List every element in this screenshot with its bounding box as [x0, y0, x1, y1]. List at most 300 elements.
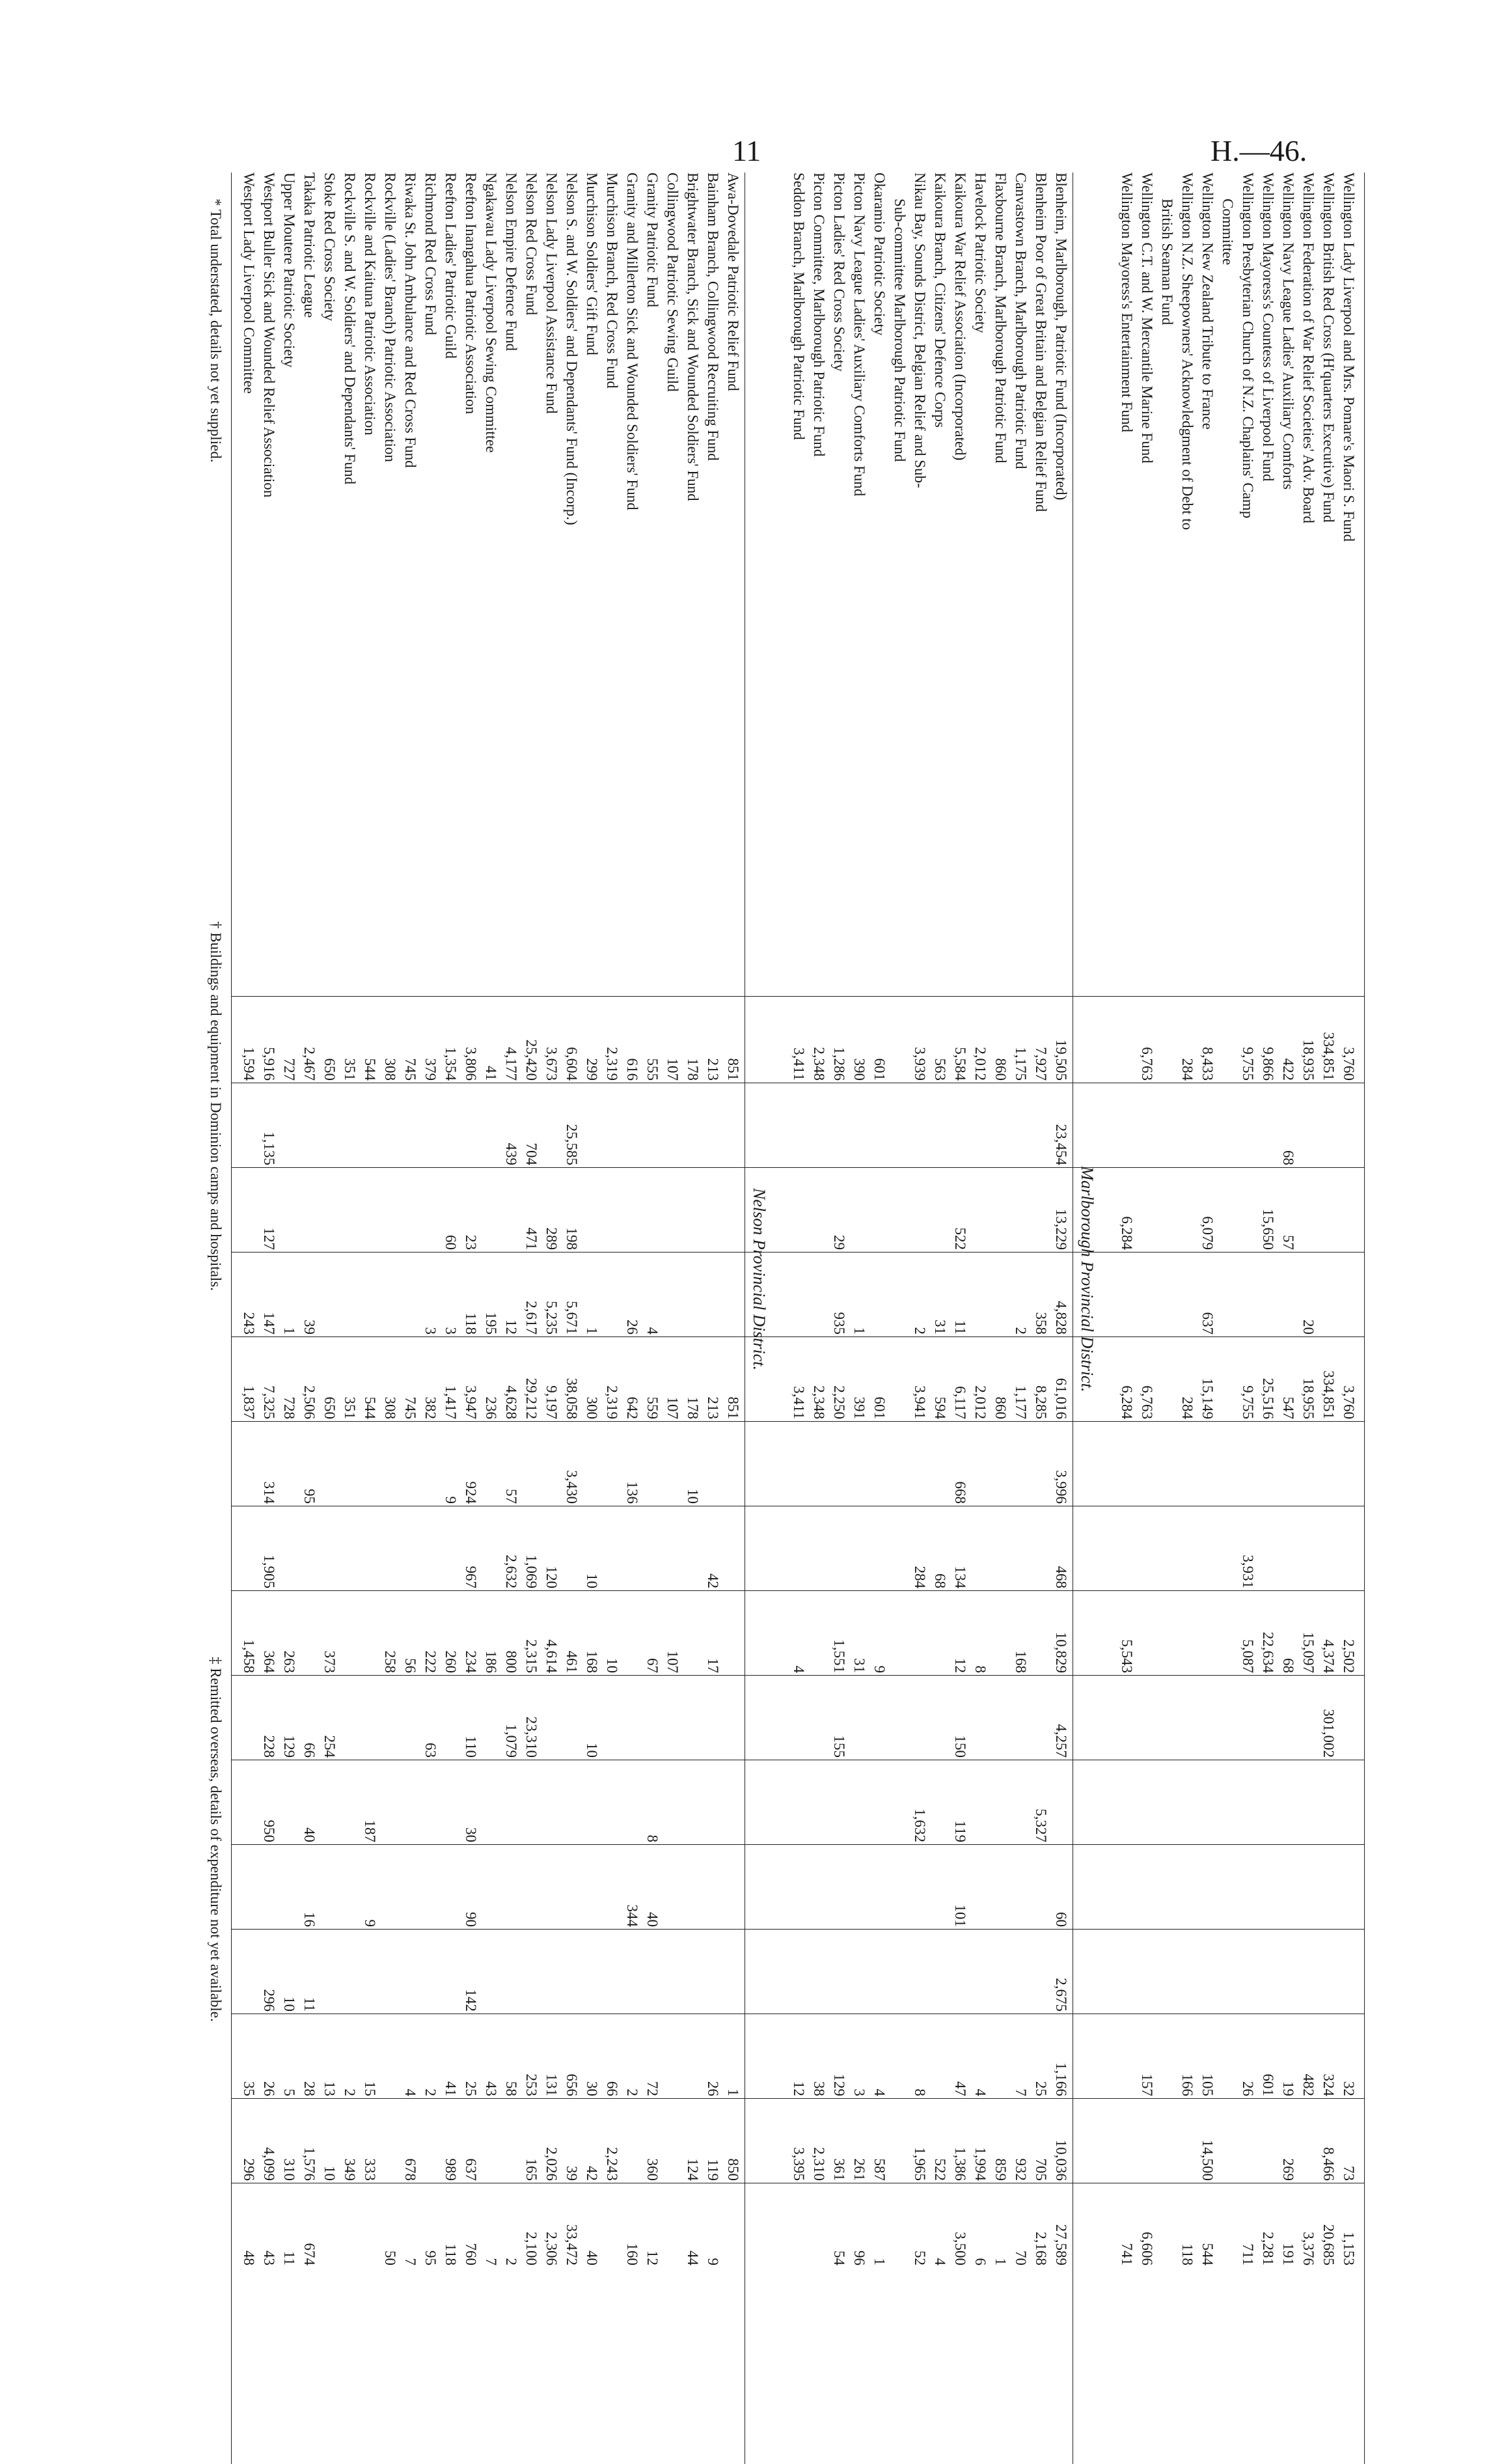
table-row: [341, 173, 358, 2464]
value-cell: [341, 1930, 358, 2012]
value-cell: [563, 1930, 580, 2012]
value-cell: [664, 2099, 681, 2181]
table-row: [1320, 173, 1337, 2464]
value-cell: [830, 1422, 847, 1504]
value-cell: 544: [1199, 2243, 1216, 2265]
value-cell: [891, 2184, 908, 2265]
value-cell: 7,927: [1033, 1047, 1049, 1081]
fund-name: Nikau Bay, Sounds District, Belgian Relief and Sub-: [912, 173, 928, 488]
value-cell: [623, 1084, 640, 1165]
value-cell: [422, 1761, 439, 1842]
value-cell: [790, 1507, 807, 1588]
value-cell: 7: [402, 2258, 418, 2265]
value-cell: [482, 1761, 499, 1842]
table-bottom-rule: [231, 173, 232, 2464]
fund-name: Granity and Millerton Sick and Wounded Soldiers' Fund: [624, 173, 640, 510]
value-cell: 12: [791, 2081, 807, 2096]
table-row: [891, 173, 908, 2464]
value-cell: [704, 1422, 721, 1504]
value-cell: [341, 1676, 358, 1758]
value-cell: [623, 1507, 640, 1588]
value-cell: [1199, 1761, 1216, 1842]
value-cell: 42: [584, 2166, 600, 2181]
value-cell: [810, 1253, 827, 1335]
value-cell: 107: [664, 1650, 681, 1673]
value-cell: [911, 1930, 928, 2012]
value-cell: [891, 1846, 908, 1927]
value-cell: [1300, 1676, 1317, 1758]
value-cell: 296: [261, 1989, 277, 2012]
value-cell: [361, 1422, 378, 1504]
value-cell: 213: [705, 1058, 721, 1081]
value-cell: [1012, 1846, 1029, 1927]
value-cell: [402, 1846, 418, 1927]
value-cell: [1032, 1846, 1049, 1927]
value-cell: [871, 1930, 888, 2012]
value-cell: [1032, 1930, 1049, 2012]
table-row: [523, 173, 540, 2464]
value-cell: 2: [342, 2088, 358, 2096]
value-cell: [1199, 1422, 1216, 1504]
value-cell: [543, 1676, 560, 1758]
value-cell: 60: [443, 1235, 459, 1250]
value-cell: [724, 1761, 741, 1842]
value-cell: [1340, 1846, 1357, 1927]
value-cell: [402, 1761, 418, 1842]
value-cell: [931, 1761, 948, 1842]
value-cell: 228: [261, 1735, 277, 1758]
value-cell: [321, 2184, 338, 2265]
value-cell: [1239, 1253, 1256, 1335]
value-cell: 360: [644, 2158, 661, 2181]
value-cell: 68: [1280, 1150, 1296, 1165]
value-cell: [603, 1846, 620, 1927]
value-cell: [1279, 1846, 1296, 1927]
section-title: Marlborough Provincial District.: [1078, 1166, 1097, 1392]
value-cell: [482, 1169, 499, 1250]
value-cell: [1320, 1169, 1337, 1250]
value-cell: [644, 1084, 661, 1165]
value-cell: 10: [281, 1997, 297, 2012]
value-cell: 1,079: [503, 1724, 519, 1758]
value-cell: [583, 1084, 600, 1165]
value-cell: [704, 1761, 721, 1842]
value-cell: 4: [972, 2088, 989, 2096]
fund-name: Wellington Lady Liverpool and Mrs. Pomare's Maori S. Fund: [1341, 173, 1357, 542]
fund-name: Nelson Lady Liverpool Assistance Fund: [543, 173, 560, 414]
fund-name: Riwaka St. John Ambulance and Red Cross Fund: [402, 173, 418, 468]
value-cell: 379: [422, 1058, 439, 1081]
value-cell: 727: [281, 1058, 297, 1081]
value-cell: 390: [851, 1058, 868, 1081]
value-cell: 9: [871, 1665, 888, 1673]
value-cell: [1219, 1507, 1236, 1588]
value-cell: 6,117: [952, 1386, 968, 1419]
fund-name: Committee: [1220, 199, 1236, 266]
value-cell: 56: [402, 1658, 418, 1673]
value-cell: 296: [241, 2158, 257, 2181]
value-cell: [1300, 1761, 1317, 1842]
table-row: [1259, 173, 1276, 2464]
table-row: [442, 173, 459, 2464]
value-cell: [911, 1592, 928, 1673]
value-cell: 191: [1280, 2243, 1296, 2265]
value-cell: 3: [422, 1327, 439, 1335]
value-cell: 25,516: [1260, 1377, 1276, 1419]
value-cell: [1179, 1169, 1196, 1250]
value-cell: [1320, 1846, 1337, 1927]
table-row: [623, 173, 640, 2464]
value-cell: [321, 1084, 338, 1165]
value-cell: 2,632: [503, 1555, 519, 1588]
value-cell: 587: [871, 2158, 888, 2181]
value-cell: [1158, 1338, 1175, 1419]
value-cell: 522: [952, 1227, 968, 1250]
value-cell: 2,310: [811, 2147, 827, 2181]
value-cell: 6: [972, 2258, 989, 2265]
value-cell: [972, 1422, 989, 1504]
value-cell: [664, 1507, 681, 1588]
value-cell: 10,036: [1053, 2139, 1069, 2181]
table-row: [1219, 173, 1236, 2464]
value-cell: 851: [725, 1058, 741, 1081]
value-cell: 4,614: [543, 1639, 560, 1673]
value-cell: [442, 1761, 459, 1842]
value-cell: [724, 1846, 741, 1927]
value-cell: 58: [503, 2081, 519, 2096]
value-cell: [1158, 2099, 1175, 2181]
value-cell: [1032, 1169, 1049, 1250]
value-cell: 243: [241, 1312, 257, 1335]
value-cell: [1179, 2099, 1196, 2181]
value-cell: [301, 1169, 318, 1250]
value-cell: 301,002: [1320, 1709, 1337, 1758]
value-cell: [992, 1507, 1009, 1588]
value-cell: [422, 1507, 439, 1588]
value-cell: 178: [685, 1058, 701, 1081]
value-cell: 3,996: [1053, 1470, 1069, 1504]
value-cell: [1300, 1422, 1317, 1504]
value-cell: 674: [301, 2243, 318, 2265]
value-cell: [1239, 1846, 1256, 1927]
value-cell: 1,965: [912, 2147, 928, 2181]
value-cell: 165: [523, 2158, 540, 2181]
table-row: [482, 173, 499, 2464]
value-cell: 29: [831, 1235, 847, 1250]
value-cell: [830, 1507, 847, 1588]
value-cell: [790, 1846, 807, 1927]
table-row: [543, 173, 560, 2464]
value-cell: 601: [871, 1396, 888, 1419]
value-cell: [1219, 1761, 1236, 1842]
value-cell: [361, 1930, 378, 2012]
value-cell: 253: [523, 2073, 540, 2096]
value-cell: 6,284: [1119, 1216, 1135, 1250]
value-cell: [992, 1846, 1009, 1927]
fund-name: Wellington Mayoress's Entertainment Fund: [1119, 173, 1135, 432]
value-cell: 18,955: [1300, 1377, 1317, 1419]
value-cell: [871, 1761, 888, 1842]
value-cell: [381, 2099, 398, 2181]
value-cell: [684, 1761, 701, 1842]
value-cell: [871, 1676, 888, 1758]
value-cell: 1,551: [831, 1639, 847, 1673]
value-cell: [1340, 1169, 1357, 1250]
value-cell: 2,250: [831, 1385, 847, 1419]
table-row: [931, 173, 948, 2464]
value-cell: [563, 1507, 580, 1588]
value-cell: [583, 1930, 600, 2012]
fund-name: Murchison Soldiers' Gift Fund: [584, 173, 600, 355]
fund-name: Picton Ladies' Red Cross Society: [831, 173, 847, 372]
value-cell: [341, 2184, 358, 2265]
value-cell: 6,079: [1199, 1216, 1216, 1250]
value-cell: 314: [261, 1481, 277, 1504]
value-cell: [911, 1846, 928, 1927]
value-cell: 25,420: [523, 1039, 540, 1081]
value-cell: [321, 1169, 338, 1250]
column-rule: [232, 1421, 1365, 1422]
value-cell: [1052, 1761, 1069, 1842]
value-cell: 471: [523, 1227, 540, 1250]
value-cell: 166: [1179, 2073, 1196, 2096]
value-cell: 38: [811, 2081, 827, 2096]
value-cell: [1340, 1507, 1357, 1588]
table-row: [321, 173, 338, 2464]
value-cell: 41: [483, 1066, 499, 1081]
value-cell: 9,755: [1240, 1385, 1256, 1419]
value-cell: [402, 1084, 418, 1165]
value-cell: 705: [1033, 2158, 1049, 2181]
footnote: * Total understated, details not yet supplied.: [208, 199, 224, 463]
fund-name: Havelock Patriotic Society: [972, 173, 989, 333]
value-cell: [341, 1169, 358, 1250]
value-cell: 90: [463, 1912, 479, 1927]
value-cell: 66: [301, 1743, 318, 1758]
value-cell: 3,941: [912, 1385, 928, 1419]
value-cell: 142: [463, 1989, 479, 2012]
value-cell: [1118, 1253, 1135, 1335]
value-cell: [790, 1761, 807, 1842]
value-cell: [810, 1169, 827, 1250]
value-cell: [603, 1253, 620, 1335]
value-cell: 950: [261, 1820, 277, 1842]
value-cell: [502, 1930, 519, 2012]
value-cell: 8: [644, 1834, 661, 1842]
value-cell: [851, 1676, 868, 1758]
value-cell: [1340, 1084, 1357, 1165]
value-cell: 1,576: [301, 2147, 318, 2181]
value-cell: 7: [1013, 2088, 1029, 2096]
value-cell: 704: [523, 1142, 540, 1165]
value-cell: 3: [443, 1327, 459, 1335]
value-cell: [644, 1676, 661, 1758]
fund-name: Wellington British Red Cross (H'quarters Executive) Fund: [1320, 173, 1337, 523]
value-cell: [381, 1761, 398, 1842]
value-cell: 850: [725, 2158, 741, 2181]
value-cell: 67: [644, 1658, 661, 1673]
value-cell: [341, 1084, 358, 1165]
value-cell: [280, 1761, 297, 1842]
value-cell: [543, 1761, 560, 1842]
value-cell: 39: [564, 2166, 580, 2181]
value-cell: [664, 1169, 681, 1250]
value-cell: [1012, 1084, 1029, 1165]
value-cell: [724, 2184, 741, 2265]
fund-name: Picton Committee, Marlborough Patriotic Fund: [811, 173, 827, 457]
value-cell: 72: [644, 2081, 661, 2096]
fund-name: Blenheim, Marlborough, Patriotic Fund (Incorporated): [1053, 173, 1069, 501]
value-cell: [442, 1507, 459, 1588]
value-cell: [684, 1084, 701, 1165]
value-cell: 349: [342, 2158, 358, 2181]
value-cell: [992, 1253, 1009, 1335]
value-cell: 236: [483, 1396, 499, 1419]
value-cell: [664, 2184, 681, 2265]
table-row: [1138, 173, 1155, 2464]
value-cell: 3,806: [463, 1047, 479, 1081]
value-cell: 96: [851, 2250, 868, 2265]
value-cell: 2,100: [523, 2232, 540, 2265]
value-cell: [644, 1507, 661, 1588]
value-cell: [1279, 1676, 1296, 1758]
value-cell: 61,016: [1053, 1377, 1069, 1419]
value-cell: [603, 1422, 620, 1504]
value-cell: [1300, 1846, 1317, 1927]
value-cell: [1158, 1422, 1175, 1504]
value-cell: [1300, 2099, 1317, 2181]
table-row: [301, 173, 318, 2464]
value-cell: 2: [1013, 1327, 1029, 1335]
value-cell: [810, 1761, 827, 1842]
value-cell: [442, 1676, 459, 1758]
value-cell: [1012, 1422, 1029, 1504]
value-cell: [482, 1422, 499, 1504]
value-cell: 2: [912, 1327, 928, 1335]
value-cell: 4,099: [261, 2147, 277, 2181]
value-cell: 2,675: [1053, 1978, 1069, 2012]
value-cell: [830, 1761, 847, 1842]
value-cell: [623, 1592, 640, 1673]
value-cell: [724, 1676, 741, 1758]
value-cell: 334,851: [1320, 1032, 1337, 1081]
value-cell: [644, 1169, 661, 1250]
fund-name: Ngakawau Lady Liverpool Sewing Committee: [483, 173, 499, 453]
value-cell: [992, 1930, 1009, 2012]
value-cell: [1340, 1676, 1357, 1758]
value-cell: [1219, 2015, 1236, 2096]
value-cell: 12: [952, 1658, 968, 1673]
value-cell: [603, 1507, 620, 1588]
table-row: [724, 173, 741, 2464]
value-cell: 9: [362, 1919, 378, 1927]
value-cell: 18,935: [1300, 1039, 1317, 1081]
value-cell: [321, 1422, 338, 1504]
value-cell: [1320, 1084, 1337, 1165]
value-cell: 1,354: [443, 1047, 459, 1081]
table-row: [830, 173, 847, 2464]
value-cell: [623, 1761, 640, 1842]
fund-name: Picton Navy League Ladies' Auxiliary Comforts Fund: [851, 173, 868, 497]
value-cell: 2,617: [523, 1301, 540, 1335]
value-cell: [1032, 1084, 1049, 1165]
value-cell: [810, 1930, 827, 2012]
fund-name: Seddon Branch, Marlborough Patriotic Fund: [791, 173, 807, 440]
value-cell: [1300, 1930, 1317, 2012]
value-cell: 439: [503, 1142, 519, 1165]
table-row: [1032, 173, 1049, 2464]
value-cell: 119: [705, 2159, 721, 2181]
value-cell: [341, 1761, 358, 1842]
value-cell: [1118, 2099, 1135, 2181]
value-cell: 60: [1053, 1912, 1069, 1927]
value-cell: [724, 1084, 741, 1165]
value-cell: [1239, 1422, 1256, 1504]
fund-name: Collingwood Patriotic Sewing Guild: [664, 173, 681, 392]
value-cell: [891, 1761, 908, 1842]
value-cell: 186: [483, 1650, 499, 1673]
value-cell: 859: [992, 2158, 1009, 2181]
value-cell: 118: [1179, 2243, 1196, 2265]
value-cell: [1259, 1676, 1276, 1758]
value-cell: 351: [342, 1396, 358, 1419]
column-rule: [232, 1844, 1365, 1845]
value-cell: 25: [1033, 2081, 1049, 2096]
value-cell: [972, 1169, 989, 1250]
value-cell: [1032, 1507, 1049, 1588]
value-cell: [724, 1592, 741, 1673]
value-cell: 2: [503, 2258, 519, 2265]
value-cell: [1138, 1422, 1155, 1504]
column-rule: [232, 996, 1365, 997]
value-cell: 299: [584, 1058, 600, 1081]
value-cell: [704, 1253, 721, 1335]
value-cell: 3,411: [791, 1047, 807, 1081]
value-cell: [623, 1169, 640, 1250]
value-cell: 48: [241, 2250, 257, 2265]
value-cell: 391: [851, 1396, 868, 1419]
column-rule: [232, 2098, 1365, 2099]
value-cell: 23: [463, 1235, 479, 1250]
value-cell: 1,632: [912, 1808, 928, 1842]
value-cell: 4,374: [1320, 1639, 1337, 1673]
value-cell: 3,500: [952, 2232, 968, 2265]
value-cell: 9,755: [1240, 1047, 1256, 1081]
value-cell: [1012, 1930, 1029, 2012]
value-cell: 2,506: [301, 1385, 318, 1419]
value-cell: [422, 2099, 439, 2181]
table-row: [381, 173, 398, 2464]
value-cell: [1158, 1507, 1175, 1588]
value-cell: 119: [952, 1820, 968, 1842]
value-cell: 3,430: [564, 1470, 580, 1504]
column-rule: [232, 1336, 1365, 1337]
value-cell: [891, 1253, 908, 1335]
value-cell: 105: [1199, 2073, 1216, 2096]
value-cell: [871, 1253, 888, 1335]
value-cell: 637: [1199, 1312, 1216, 1335]
value-cell: [603, 2184, 620, 2265]
value-cell: [992, 1676, 1009, 1758]
value-cell: 31: [851, 1658, 868, 1673]
value-cell: [381, 1253, 398, 1335]
value-cell: [1179, 1084, 1196, 1165]
value-cell: [1158, 1761, 1175, 1842]
value-cell: [664, 1422, 681, 1504]
value-cell: [442, 1846, 459, 1927]
value-cell: 2,012: [972, 1047, 989, 1081]
value-cell: 8,466: [1320, 2147, 1337, 2181]
